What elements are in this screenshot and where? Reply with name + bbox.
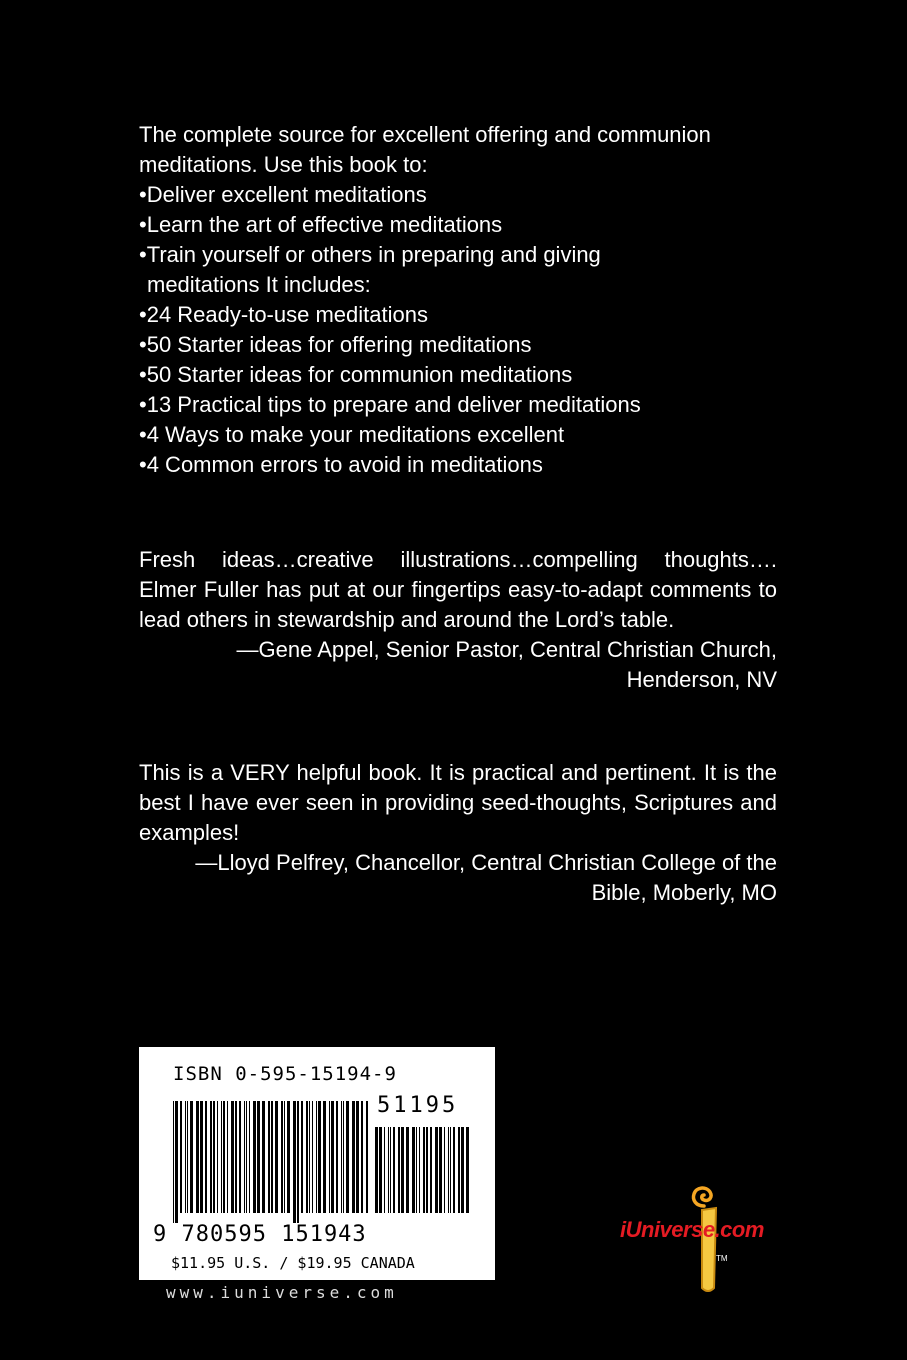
barcode-bar — [416, 1127, 417, 1213]
description-line: •4 Common errors to avoid in meditations — [139, 452, 543, 477]
description-line: •50 Starter ideas for offering meditations — [139, 332, 532, 357]
book-description — [139, 120, 799, 480]
barcode-bar — [301, 1101, 303, 1213]
description-line: •24 Ready-to-use meditations — [139, 302, 428, 327]
barcode-bar — [281, 1101, 283, 1213]
barcode-bar — [185, 1101, 186, 1213]
barcode-bar — [284, 1101, 285, 1213]
description-line: meditations It includes: — [147, 272, 371, 297]
barcode-bar — [257, 1101, 260, 1213]
barcode-bar — [253, 1101, 256, 1213]
barcode-bar — [297, 1101, 299, 1223]
barcode-bar — [217, 1101, 218, 1213]
testimonial-pelfrey — [139, 758, 777, 908]
barcode-bar — [249, 1101, 250, 1213]
barcode-bar — [361, 1101, 363, 1213]
barcode-bar — [223, 1101, 225, 1213]
barcode-bar — [448, 1127, 449, 1213]
barcode-bar — [187, 1101, 188, 1213]
barcode-bar — [210, 1101, 212, 1213]
barcode-bar — [430, 1127, 432, 1213]
barcode-bar — [287, 1101, 290, 1213]
barcode-bar — [190, 1101, 193, 1213]
testimonial-appel — [139, 545, 777, 695]
barcode-bar — [444, 1127, 445, 1213]
testimonial-attribution: Bible, Moberly, MO — [591, 880, 777, 905]
description-line: •4 Ways to make your meditations excellent — [139, 422, 565, 447]
barcode-bar — [423, 1127, 425, 1213]
barcode-bar — [390, 1127, 391, 1213]
barcode-bar — [331, 1101, 334, 1213]
barcode-bar — [352, 1101, 355, 1213]
barcode-bar — [384, 1127, 385, 1213]
testimonial-attribution: Henderson, NV — [626, 667, 777, 692]
barcode-bar — [466, 1127, 469, 1213]
barcode-bar — [221, 1101, 222, 1213]
barcode-bar — [393, 1127, 395, 1213]
barcode-bar — [180, 1101, 182, 1213]
barcode-bar — [375, 1127, 378, 1213]
barcode-bar — [329, 1101, 330, 1213]
barcode-bar — [268, 1101, 270, 1213]
logo-text: iUniverse.com — [620, 1217, 764, 1242]
barcode-bar — [323, 1101, 326, 1213]
barcode-bar — [275, 1101, 278, 1213]
barcode-bar — [312, 1101, 313, 1213]
barcode-bar — [453, 1127, 455, 1213]
barcode-bar — [227, 1101, 228, 1213]
description-line: •Learn the art of effective meditations — [139, 212, 503, 237]
addon-number: 51195 — [377, 1093, 459, 1118]
description-line: •Deliver excellent meditations — [139, 182, 427, 207]
barcode-bar — [379, 1127, 382, 1213]
barcode-bar — [388, 1127, 389, 1213]
barcode-bar — [262, 1101, 265, 1213]
barcode-box — [139, 1047, 495, 1280]
testimonial-text: Fresh ideas…creative illustrations…compelling thoughts…. Elmer Fuller has put at our fingertips easy-to-adapt comments to lead others in stewardship and around the Lord’s table. — [139, 547, 777, 632]
barcode-bar — [205, 1101, 207, 1213]
barcode-bar — [343, 1101, 344, 1213]
iuniverse-logo — [612, 1170, 792, 1310]
barcode-bar — [366, 1101, 368, 1213]
ean-barcode — [173, 1101, 369, 1223]
barcode-bar — [346, 1101, 349, 1213]
barcode-bar — [213, 1101, 215, 1213]
barcode-bar — [239, 1101, 241, 1213]
barcode-bar — [318, 1101, 321, 1213]
barcode-bar — [435, 1127, 438, 1213]
description-line: •50 Starter ideas for communion meditations — [139, 362, 573, 387]
barcode-bar — [309, 1101, 310, 1213]
barcode-bar — [235, 1101, 237, 1213]
barcode-bar — [316, 1101, 317, 1213]
barcode-bar — [200, 1101, 203, 1213]
barcode-bar — [173, 1101, 174, 1223]
testimonial-attribution: —Gene Appel, Senior Pastor, Central Christian Church, — [236, 637, 777, 662]
description-line: •Train yourself or others in preparing and giving — [139, 242, 601, 267]
testimonial-text: This is a VERY helpful book. It is practical and pertinent. It is the best I have ever seen in providing seed-thoughts, Scriptures and examples! — [139, 760, 777, 845]
barcode-bar — [246, 1101, 247, 1213]
testimonial-attribution: —Lloyd Pelfrey, Chancellor, Central Christian College of the — [195, 850, 777, 875]
trademark: TM — [716, 1254, 728, 1263]
barcode-bar — [341, 1101, 342, 1213]
description-line: meditations. Use this book to: — [139, 152, 428, 177]
barcode-bar — [306, 1101, 308, 1213]
barcode-bar — [461, 1127, 464, 1213]
barcode-bar — [406, 1127, 409, 1213]
barcode-bar — [401, 1127, 404, 1213]
price-label: $11.95 U.S. / $19.95 CANADA — [171, 1254, 415, 1272]
barcode-bar — [231, 1101, 234, 1213]
barcode-bar — [244, 1101, 245, 1213]
barcode-bar — [271, 1101, 273, 1213]
barcode-bar — [412, 1127, 415, 1213]
barcode-bar — [426, 1127, 428, 1213]
barcode-bar — [196, 1101, 199, 1213]
barcode-bar — [293, 1101, 296, 1223]
isbn-label: ISBN 0-595-15194-9 — [173, 1063, 397, 1085]
ean-number: 9 780595 151943 — [153, 1222, 367, 1247]
description-line: The complete source for excellent offering and communion — [139, 122, 711, 147]
barcode-bar — [175, 1101, 178, 1223]
barcode-bar — [458, 1127, 460, 1213]
barcode-bar — [336, 1101, 338, 1213]
website-url[interactable]: www.iuniverse.com — [166, 1283, 398, 1302]
barcode-bar — [450, 1127, 451, 1213]
description-line: •13 Practical tips to prepare and deliver meditations — [139, 392, 641, 417]
barcode-bar — [356, 1101, 359, 1213]
addon-barcode — [375, 1127, 471, 1223]
barcode-bar — [419, 1127, 420, 1213]
barcode-bar — [398, 1127, 400, 1213]
barcode-bar — [439, 1127, 442, 1213]
